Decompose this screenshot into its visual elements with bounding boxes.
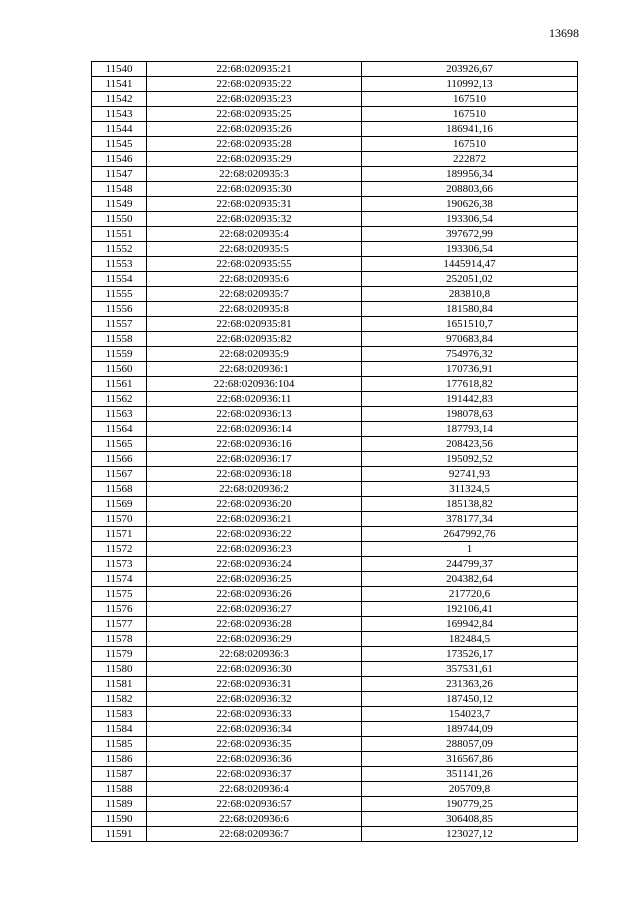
- row-number-cell: 11559: [92, 347, 147, 362]
- cadastral-number-cell: 22:68:020936:3: [147, 647, 362, 662]
- table-row: [92, 62, 578, 77]
- cadastral-number-cell: 22:68:020935:5: [147, 242, 362, 257]
- row-number-cell: 11560: [92, 362, 147, 377]
- table-row: [92, 302, 578, 317]
- cadastral-number-cell: 22:68:020935:4: [147, 227, 362, 242]
- table-row: [92, 317, 578, 332]
- table-row: [92, 407, 578, 422]
- table-row: [92, 617, 578, 632]
- row-number-cell: 11582: [92, 692, 147, 707]
- table-row: [92, 677, 578, 692]
- value-cell: 217720,6: [362, 587, 578, 602]
- table-row: [92, 752, 578, 767]
- row-number-cell: 11576: [92, 602, 147, 617]
- value-cell: 191442,83: [362, 392, 578, 407]
- row-number-cell: 11572: [92, 542, 147, 557]
- cadastral-number-cell: 22:68:020935:26: [147, 122, 362, 137]
- table-row: [92, 722, 578, 737]
- table-row: [92, 227, 578, 242]
- value-cell: 357531,61: [362, 662, 578, 677]
- table-row: [92, 257, 578, 272]
- row-number-cell: 11561: [92, 377, 147, 392]
- row-number-cell: 11584: [92, 722, 147, 737]
- value-cell: 397672,99: [362, 227, 578, 242]
- table-row: [92, 152, 578, 167]
- cadastral-number-cell: 22:68:020936:104: [147, 377, 362, 392]
- table-row: [92, 452, 578, 467]
- row-number-cell: 11552: [92, 242, 147, 257]
- table-row: [92, 362, 578, 377]
- cadastral-number-cell: 22:68:020936:32: [147, 692, 362, 707]
- table-row: [92, 377, 578, 392]
- table-row: [92, 122, 578, 137]
- cadastral-number-cell: 22:68:020935:82: [147, 332, 362, 347]
- cadastral-number-cell: 22:68:020935:23: [147, 92, 362, 107]
- value-cell: 92741,93: [362, 467, 578, 482]
- row-number-cell: 11569: [92, 497, 147, 512]
- row-number-cell: 11580: [92, 662, 147, 677]
- row-number-cell: 11551: [92, 227, 147, 242]
- cadastral-number-cell: 22:68:020936:24: [147, 557, 362, 572]
- row-number-cell: 11583: [92, 707, 147, 722]
- cadastral-number-cell: 22:68:020935:81: [147, 317, 362, 332]
- value-cell: 177618,82: [362, 377, 578, 392]
- table-row: [92, 557, 578, 572]
- value-cell: 1: [362, 542, 578, 557]
- table-row: [92, 287, 578, 302]
- cadastral-number-cell: 22:68:020936:20: [147, 497, 362, 512]
- value-cell: 193306,54: [362, 242, 578, 257]
- value-cell: 203926,67: [362, 62, 578, 77]
- cadastral-number-cell: 22:68:020936:37: [147, 767, 362, 782]
- row-number-cell: 11563: [92, 407, 147, 422]
- cadastral-number-cell: 22:68:020936:4: [147, 782, 362, 797]
- table-row: [92, 332, 578, 347]
- value-cell: 205709,8: [362, 782, 578, 797]
- cadastral-number-cell: 22:68:020936:21: [147, 512, 362, 527]
- row-number-cell: 11562: [92, 392, 147, 407]
- row-number-cell: 11578: [92, 632, 147, 647]
- value-cell: 182484,5: [362, 632, 578, 647]
- value-cell: 378177,34: [362, 512, 578, 527]
- cadastral-number-cell: 22:68:020935:28: [147, 137, 362, 152]
- table-row: [92, 542, 578, 557]
- value-cell: 189956,34: [362, 167, 578, 182]
- value-cell: 154023,7: [362, 707, 578, 722]
- row-number-cell: 11571: [92, 527, 147, 542]
- cadastral-number-cell: 22:68:020935:7: [147, 287, 362, 302]
- cadastral-number-cell: 22:68:020936:57: [147, 797, 362, 812]
- value-cell: 167510: [362, 137, 578, 152]
- table-row: [92, 602, 578, 617]
- cadastral-number-cell: 22:68:020936:6: [147, 812, 362, 827]
- table-row: [92, 647, 578, 662]
- row-number-cell: 11555: [92, 287, 147, 302]
- row-number-cell: 11581: [92, 677, 147, 692]
- row-number-cell: 11579: [92, 647, 147, 662]
- table-row: [92, 512, 578, 527]
- row-number-cell: 11544: [92, 122, 147, 137]
- value-cell: 169942,84: [362, 617, 578, 632]
- row-number-cell: 11568: [92, 482, 147, 497]
- table-row: [92, 107, 578, 122]
- page-number: 13698: [549, 26, 579, 40]
- value-cell: 190626,38: [362, 197, 578, 212]
- value-cell: 170736,91: [362, 362, 578, 377]
- table-row: [92, 347, 578, 362]
- value-cell: 2647992,76: [362, 527, 578, 542]
- value-cell: 195092,52: [362, 452, 578, 467]
- row-number-cell: 11573: [92, 557, 147, 572]
- row-number-cell: 11577: [92, 617, 147, 632]
- table-row: [92, 662, 578, 677]
- value-cell: 222872: [362, 152, 578, 167]
- cadastral-number-cell: 22:68:020935:9: [147, 347, 362, 362]
- cadastral-number-cell: 22:68:020936:16: [147, 437, 362, 452]
- cadastral-number-cell: 22:68:020936:14: [147, 422, 362, 437]
- cadastral-number-cell: 22:68:020936:13: [147, 407, 362, 422]
- table-row: [92, 92, 578, 107]
- row-number-cell: 11591: [92, 827, 147, 842]
- cadastral-number-cell: 22:68:020936:25: [147, 572, 362, 587]
- table-row: [92, 587, 578, 602]
- cadastral-number-cell: 22:68:020936:31: [147, 677, 362, 692]
- cadastral-number-cell: 22:68:020935:21: [147, 62, 362, 77]
- row-number-cell: 11545: [92, 137, 147, 152]
- row-number-cell: 11542: [92, 92, 147, 107]
- row-number-cell: 11588: [92, 782, 147, 797]
- cadastral-number-cell: 22:68:020935:55: [147, 257, 362, 272]
- cadastral-number-cell: 22:68:020935:3: [147, 167, 362, 182]
- cadastral-number-cell: 22:68:020936:11: [147, 392, 362, 407]
- cadastral-number-cell: 22:68:020936:28: [147, 617, 362, 632]
- row-number-cell: 11541: [92, 77, 147, 92]
- value-cell: 189744,09: [362, 722, 578, 737]
- table-row: [92, 272, 578, 287]
- cadastral-number-cell: 22:68:020936:29: [147, 632, 362, 647]
- value-cell: 351141,26: [362, 767, 578, 782]
- value-cell: 190779,25: [362, 797, 578, 812]
- table-row: [92, 767, 578, 782]
- table-row: [92, 782, 578, 797]
- cadastral-number-cell: 22:68:020935:29: [147, 152, 362, 167]
- row-number-cell: 11556: [92, 302, 147, 317]
- table-row: [92, 437, 578, 452]
- table-row: [92, 632, 578, 647]
- row-number-cell: 11586: [92, 752, 147, 767]
- row-number-cell: 11558: [92, 332, 147, 347]
- cadastral-number-cell: 22:68:020935:32: [147, 212, 362, 227]
- table-row: [92, 197, 578, 212]
- value-cell: 198078,63: [362, 407, 578, 422]
- cadastral-number-cell: 22:68:020936:7: [147, 827, 362, 842]
- value-cell: 288057,09: [362, 737, 578, 752]
- row-number-cell: 11549: [92, 197, 147, 212]
- cadastral-number-cell: 22:68:020936:17: [147, 452, 362, 467]
- value-cell: 754976,32: [362, 347, 578, 362]
- row-number-cell: 11585: [92, 737, 147, 752]
- value-cell: 283810,8: [362, 287, 578, 302]
- table-row: [92, 242, 578, 257]
- value-cell: 306408,85: [362, 812, 578, 827]
- row-number-cell: 11567: [92, 467, 147, 482]
- cadastral-number-cell: 22:68:020935:22: [147, 77, 362, 92]
- value-cell: 311324,5: [362, 482, 578, 497]
- cadastral-number-cell: 22:68:020935:8: [147, 302, 362, 317]
- cadastral-number-cell: 22:68:020936:22: [147, 527, 362, 542]
- row-number-cell: 11590: [92, 812, 147, 827]
- cadastral-number-cell: 22:68:020936:27: [147, 602, 362, 617]
- table-row: [92, 422, 578, 437]
- value-cell: 244799,37: [362, 557, 578, 572]
- cadastral-number-cell: 22:68:020936:30: [147, 662, 362, 677]
- cadastral-value-table: [91, 61, 578, 842]
- row-number-cell: 11547: [92, 167, 147, 182]
- cadastral-number-cell: 22:68:020935:25: [147, 107, 362, 122]
- table-row: [92, 527, 578, 542]
- cadastral-number-cell: 22:68:020935:31: [147, 197, 362, 212]
- cadastral-number-cell: 22:68:020935:6: [147, 272, 362, 287]
- table-row: [92, 737, 578, 752]
- value-cell: 970683,84: [362, 332, 578, 347]
- value-cell: 110992,13: [362, 77, 578, 92]
- row-number-cell: 11543: [92, 107, 147, 122]
- row-number-cell: 11564: [92, 422, 147, 437]
- row-number-cell: 11550: [92, 212, 147, 227]
- value-cell: 187793,14: [362, 422, 578, 437]
- cadastral-number-cell: 22:68:020936:2: [147, 482, 362, 497]
- value-cell: 123027,12: [362, 827, 578, 842]
- value-cell: 252051,02: [362, 272, 578, 287]
- row-number-cell: 11553: [92, 257, 147, 272]
- value-cell: 186941,16: [362, 122, 578, 137]
- table-row: [92, 77, 578, 92]
- value-cell: 187450,12: [362, 692, 578, 707]
- row-number-cell: 11557: [92, 317, 147, 332]
- table-row: [92, 467, 578, 482]
- table-row: [92, 167, 578, 182]
- row-number-cell: 11574: [92, 572, 147, 587]
- table-row: [92, 497, 578, 512]
- value-cell: 193306,54: [362, 212, 578, 227]
- row-number-cell: 11566: [92, 452, 147, 467]
- value-cell: 1651510,7: [362, 317, 578, 332]
- table-body: [92, 62, 578, 842]
- row-number-cell: 11570: [92, 512, 147, 527]
- cadastral-number-cell: 22:68:020936:35: [147, 737, 362, 752]
- cadastral-number-cell: 22:68:020936:23: [147, 542, 362, 557]
- value-cell: 167510: [362, 92, 578, 107]
- table-row: [92, 707, 578, 722]
- table-row: [92, 692, 578, 707]
- row-number-cell: 11548: [92, 182, 147, 197]
- value-cell: 316567,86: [362, 752, 578, 767]
- cadastral-number-cell: 22:68:020936:33: [147, 707, 362, 722]
- value-cell: 204382,64: [362, 572, 578, 587]
- cadastral-number-cell: 22:68:020936:18: [147, 467, 362, 482]
- value-cell: 167510: [362, 107, 578, 122]
- row-number-cell: 11589: [92, 797, 147, 812]
- value-cell: 231363,26: [362, 677, 578, 692]
- cadastral-number-cell: 22:68:020936:1: [147, 362, 362, 377]
- value-cell: 208423,56: [362, 437, 578, 452]
- cadastral-number-cell: 22:68:020936:26: [147, 587, 362, 602]
- row-number-cell: 11575: [92, 587, 147, 602]
- table-row: [92, 797, 578, 812]
- value-cell: 1445914,47: [362, 257, 578, 272]
- table-row: [92, 482, 578, 497]
- value-cell: 208803,66: [362, 182, 578, 197]
- table-row: [92, 812, 578, 827]
- row-number-cell: 11554: [92, 272, 147, 287]
- table-row: [92, 212, 578, 227]
- table-row: [92, 392, 578, 407]
- value-cell: 181580,84: [362, 302, 578, 317]
- table-row: [92, 182, 578, 197]
- cadastral-number-cell: 22:68:020935:30: [147, 182, 362, 197]
- row-number-cell: 11565: [92, 437, 147, 452]
- value-cell: 185138,82: [362, 497, 578, 512]
- table-row: [92, 572, 578, 587]
- cadastral-number-cell: 22:68:020936:36: [147, 752, 362, 767]
- value-cell: 173526,17: [362, 647, 578, 662]
- value-cell: 192106,41: [362, 602, 578, 617]
- table-row: [92, 827, 578, 842]
- row-number-cell: 11587: [92, 767, 147, 782]
- row-number-cell: 11540: [92, 62, 147, 77]
- cadastral-number-cell: 22:68:020936:34: [147, 722, 362, 737]
- row-number-cell: 11546: [92, 152, 147, 167]
- table-row: [92, 137, 578, 152]
